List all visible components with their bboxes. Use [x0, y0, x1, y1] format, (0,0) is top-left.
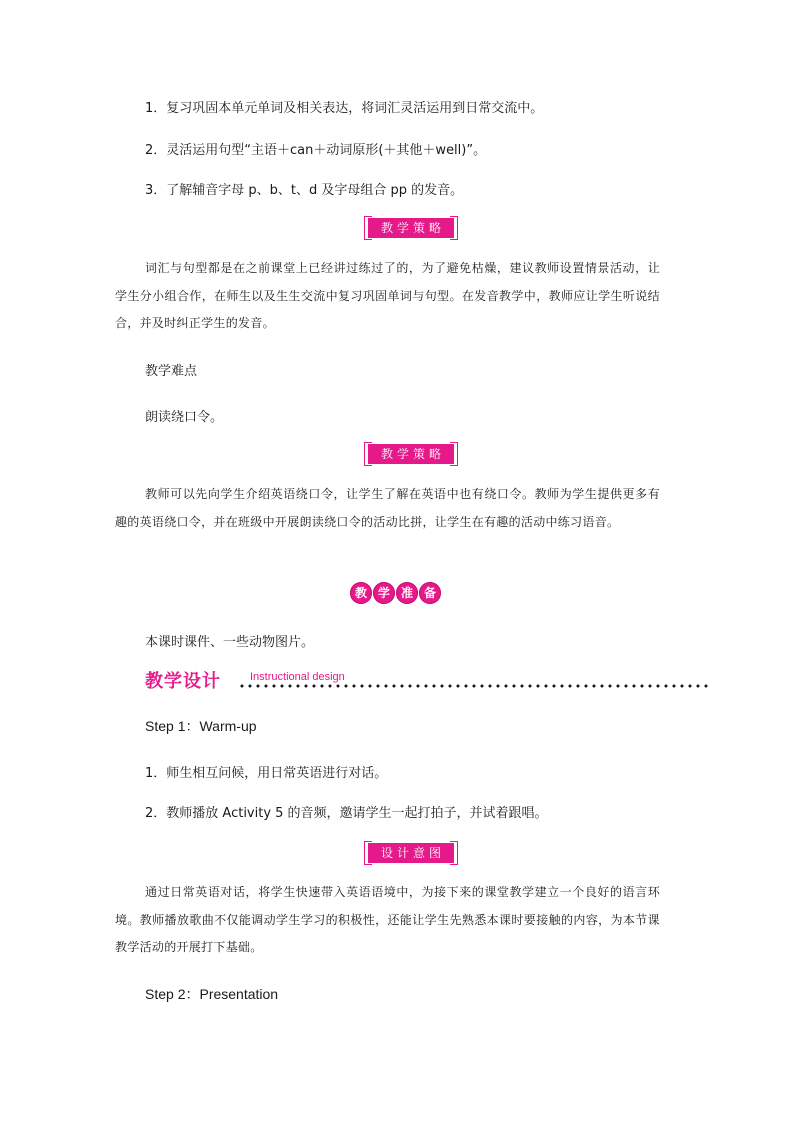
- intent-paragraph: 通过日常英语对话，将学生快速带入英语语境中，为接下来的课堂教学建立一个良好的语言环境。教师播放歌曲不仅能调动学生学习的积极性，还能让学生先熟悉本课时要接触的内容，为本节课教学活动的开展打下基础。: [115, 885, 660, 954]
- prep-char: 教: [350, 582, 372, 604]
- objective-1: 1．复习巩固本单元单词及相关表达，将词汇灵活运用到日常交流中。: [145, 101, 544, 116]
- prep-char: 备: [419, 582, 441, 604]
- difficulty-text: 朗读绕口令。: [145, 410, 224, 425]
- step1-item-2: 2．教师播放 Activity 5 的音频，邀请学生一起打拍子，并试着跟唱。: [145, 806, 548, 821]
- preparation-text: 本课时课件、一些动物图片。: [145, 635, 315, 650]
- prep-char: 学: [373, 582, 395, 604]
- step1-item-1: 1．师生相互问候，用日常英语进行对话。: [145, 766, 388, 781]
- difficulty-heading: 教学难点: [145, 364, 198, 379]
- intent-tag: 设计意图: [368, 843, 454, 863]
- prep-char: 准: [396, 582, 418, 604]
- strategy-tag-1: 教学策略: [368, 218, 454, 238]
- design-title: 教学设计: [145, 671, 221, 692]
- objective-3: 3．了解辅音字母 p、b、t、d 及字母组合 pp 的发音。: [145, 183, 464, 198]
- step1-title: Step 1：Warm-up: [145, 718, 257, 734]
- strategy-paragraph-1: 词汇与句型都是在之前课堂上已经讲过练过了的，为了避免枯燥，建议教师设置情景活动，让学生分小组合作，在师生以及生生交流中复习巩固单词与句型。在发音教学中，教师应让学生听说结合，并及时纠正学生的发音。: [115, 261, 660, 330]
- step2-title: Step 2：Presentation: [145, 986, 279, 1002]
- objective-2: 2．灵活运用句型“主语＋can＋动词原形(＋其他＋well)”。: [145, 143, 487, 158]
- preparation-title: [350, 582, 442, 604]
- design-subtitle: Instructional design: [250, 671, 345, 683]
- strategy-paragraph-2: 教师可以先向学生介绍英语绕口令，让学生了解在英语中也有绕口令。教师为学生提供更多有趣的英语绕口令，并在班级中开展朗读绕口令的活动比拼，让学生在有趣的活动中练习语音。: [115, 487, 660, 529]
- strategy-tag-2: 教学策略: [368, 444, 454, 464]
- dotted-divider: [238, 684, 710, 688]
